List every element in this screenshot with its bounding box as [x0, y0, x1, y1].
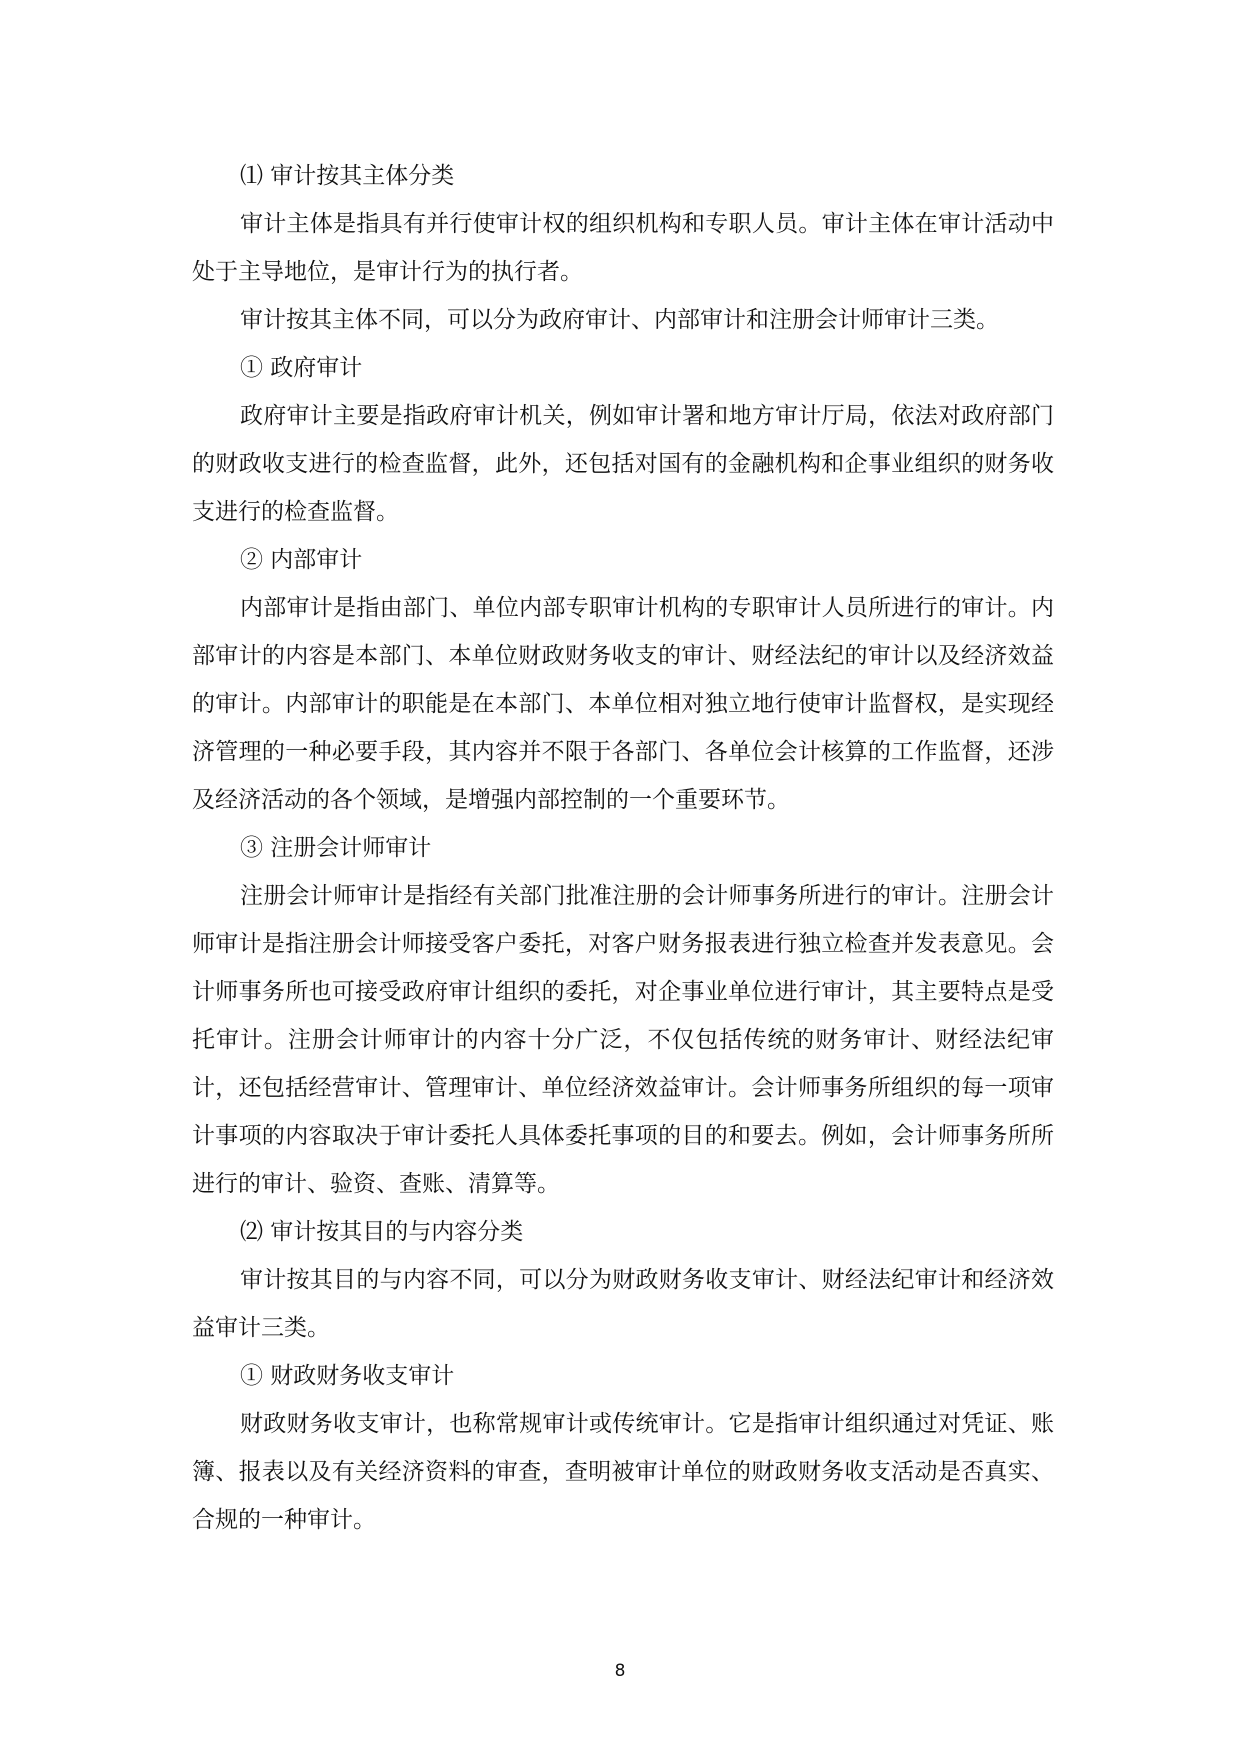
paragraph-internal-audit: 内部审计是指由部门、单位内部专职审计机构的专职审计人员所进行的审计。内部审计的内容是本部门、本单位财政财务收支的审计、财经法纪的审计以及经济效益的审计。内部审计的职能是在本部门、本单位相对独立地行使审计监督权，是实现经济管理的一种必要手段，其内容并不限于各部门、各单位会计核算的工作监督，还涉及经济活动的各个领域，是增强内部控制的一个重要环节。 [192, 595, 1054, 813]
subheading-government-audit: ① 政府审计 [240, 355, 363, 381]
subheading-cpa-audit: ③ 注册会计师审计 [240, 835, 432, 861]
page-number: 8 [614, 1661, 626, 1681]
paragraph-audit-subject-types: 审计按其主体不同，可以分为政府审计、内部审计和注册会计师审计三类。 [240, 307, 999, 333]
paragraph-cpa-audit: 注册会计师审计是指经有关部门批准注册的会计师事务所进行的审计。注册会计师审计是指注册会计师接受客户委托，对客户财务报表进行独立检查并发表意见。会计师事务所也可接受政府审计组织的委托，对企事业单位进行审计，其主要特点是受托审计。注册会计师审计的内容十分广泛，不仅包括传统的财务审计、财经法纪审计，还包括经营审计、管理审计、单位经济效益审计。会计师事务所组织的每一项审计事项的内容取决于审计委托人具体委托事项的目的和要去。例如，会计师事务所所进行的审计、验资、查账、清算等。 [192, 883, 1054, 1197]
subheading-financial-audit: ① 财政财务收支审计 [240, 1363, 455, 1389]
section-heading-purpose-classification: ⑵ 审计按其目的与内容分类 [240, 1219, 524, 1245]
paragraph-financial-audit: 财政财务收支审计，也称常规审计或传统审计。它是指审计组织通过对凭证、账簿、报表以及有关经济资料的审查，查明被审计单位的财政财务收支活动是否真实、合规的一种审计。 [192, 1411, 1054, 1533]
paragraph-government-audit: 政府审计主要是指政府审计机关，例如审计署和地方审计厅局，依法对政府部门的财政收支进行的检查监督，此外，还包括对国有的金融机构和企事业组织的财务收支进行的检查监督。 [192, 403, 1054, 525]
document-body [192, 152, 1054, 1544]
paragraph-audit-purpose-types: 审计按其目的与内容不同，可以分为财政财务收支审计、财经法纪审计和经济效益审计三类。 [192, 1267, 1054, 1341]
section-heading-subject-classification: ⑴ 审计按其主体分类 [240, 163, 455, 189]
paragraph-audit-subject-definition: 审计主体是指具有并行使审计权的组织机构和专职人员。审计主体在审计活动中处于主导地位，是审计行为的执行者。 [192, 211, 1054, 285]
subheading-internal-audit: ② 内部审计 [240, 547, 363, 573]
